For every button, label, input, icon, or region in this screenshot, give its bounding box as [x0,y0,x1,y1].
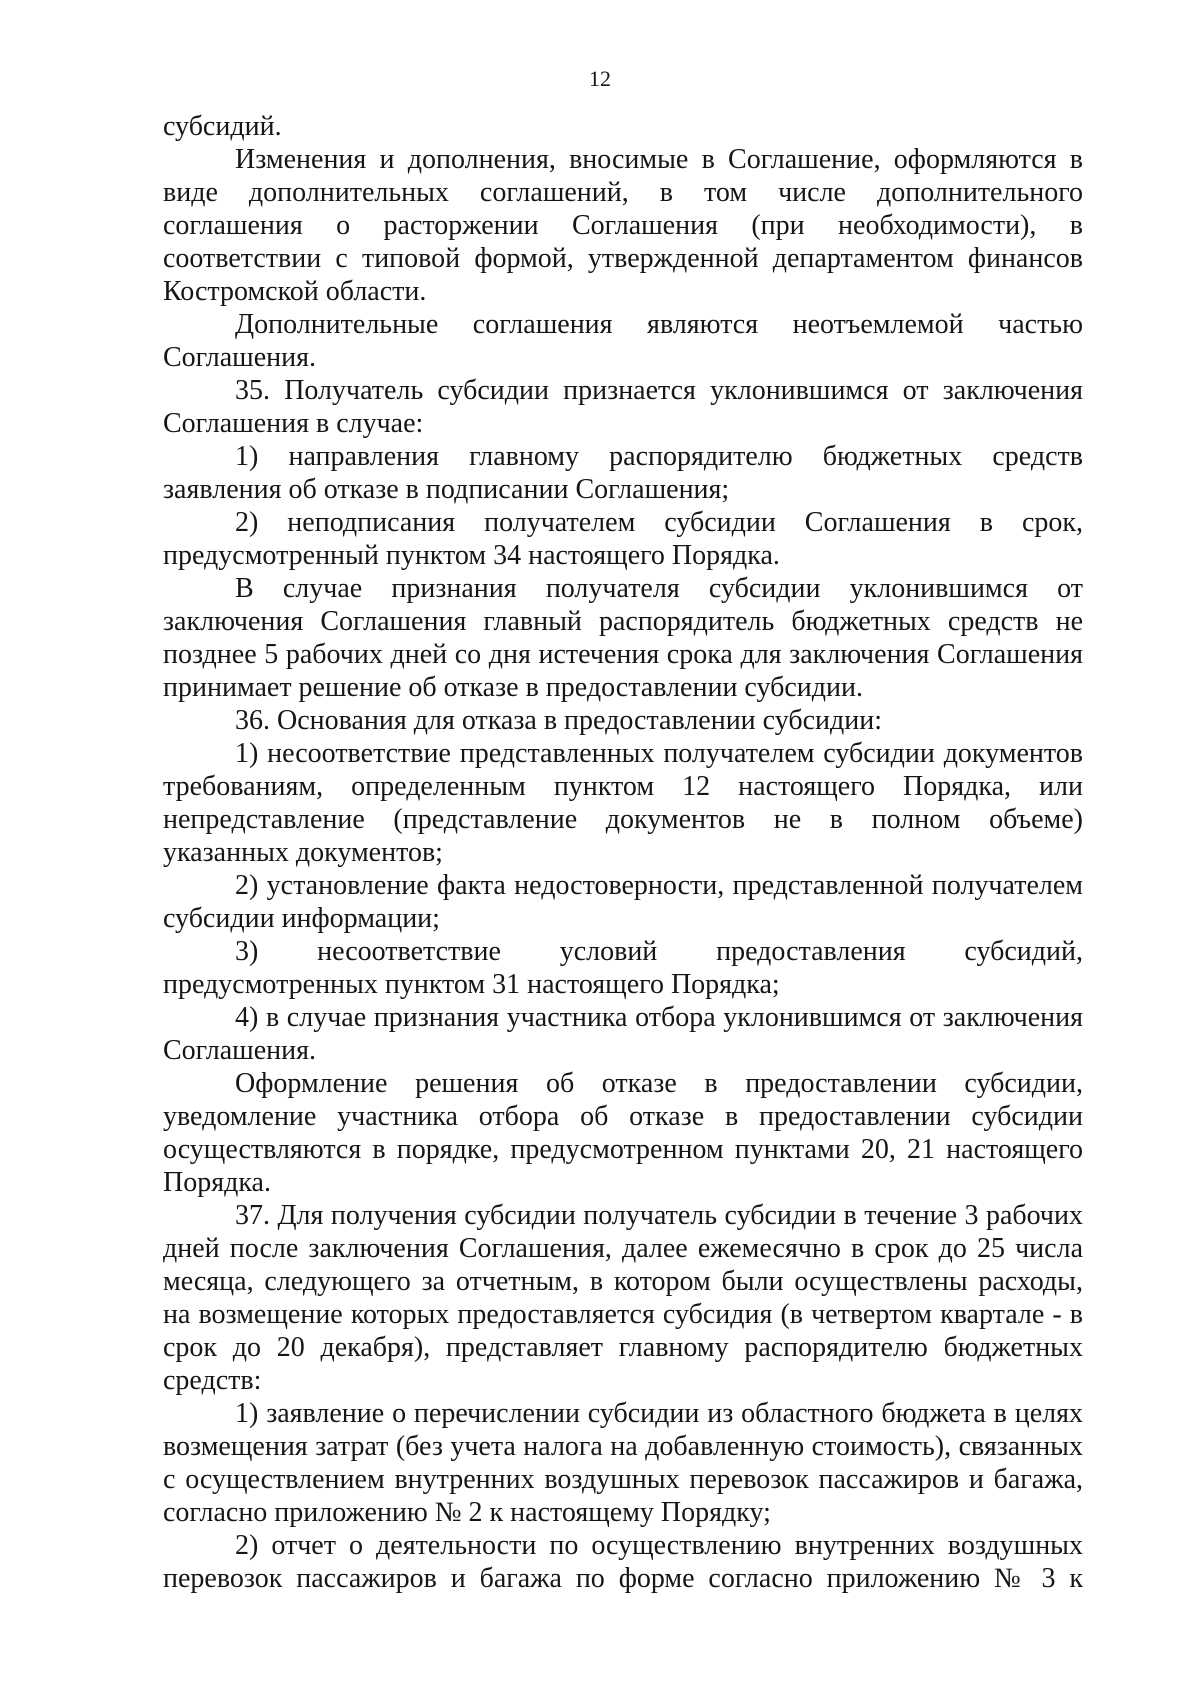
paragraph: 1) направления главному распорядителю бюджетных средств заявления об отказе в подписании Соглашения; [163,441,1083,505]
paragraph: субсидий. [163,111,282,142]
paragraph: 35. Получатель субсидии признается уклонившимся от заключения Соглашения в случае: [163,375,1083,439]
paragraph: 36. Основания для отказа в предоставлении субсидии: [235,705,883,736]
paragraph: 2) неподписания получателем субсидии Соглашения в срок, предусмотренный пунктом 34 настоящего Порядка. [163,507,1083,571]
paragraph: В случае признания получателя субсидии уклонившимся от заключения Соглашения главный распорядитель бюджетных средств не позднее 5 рабочих дней со дня истечения срока для заключения Соглашения принимает решение об отказе в предоставлении субсидии. [163,573,1083,703]
paragraph: 2) установление факта недостоверности, представленной получателем субсидии информации; [163,870,1083,934]
page-number: 12 [589,66,611,91]
paragraph: 3) несоответствие условий предоставления субсидий, предусмотренных пунктом 31 настоящего Порядка; [163,936,1083,1000]
paragraph: Изменения и дополнения, вносимые в Соглашение, оформляются в виде дополнительных соглашений, в том числе дополнительного соглашения о расторжении Соглашения (при необходимости), в соответствии с типовой формой, утвержденной департаментом финансов Костромской области. [163,144,1083,307]
paragraph: Дополнительные соглашения являются неотъемлемой частью Соглашения. [163,309,1083,373]
paragraph: 4) в случае признания участника отбора уклонившимся от заключения Соглашения. [163,1002,1083,1066]
paragraph: 1) несоответствие представленных получателем субсидии документов требованиям, определенным пунктом 12 настоящего Порядка, или непредставление (представление документов не в полном объеме) указанных документов; [163,738,1083,868]
paragraph-continued: 2) отчет о деятельности по осуществлению внутренних воздушных перевозок пассажиров и багажа по форме согласно приложению № 3 к [163,1530,1083,1594]
paragraph: 1) заявление о перечислении субсидии из областного бюджета в целях возмещения затрат (без учета налога на добавленную стоимость), связанных с осуществлением внутренних воздушных перевозок пассажиров и багажа, согласно приложению № 2 к настоящему Порядку; [163,1398,1083,1528]
document-body [163,110,1083,1595]
paragraph: 37. Для получения субсидии получатель субсидии в течение 3 рабочих дней после заключения Соглашения, далее ежемесячно в срок до 25 числа месяца, следующего за отчетным, в котором были осуществлены расходы, на возмещение которых предоставляется субсидия (в четвертом квартале - в срок до 20 декабря), представляет главному распорядителю бюджетных средств: [163,1200,1083,1396]
paragraph: Оформление решения об отказе в предоставлении субсидии, уведомление участника отбора об отказе в предоставлении субсидии осуществляются в порядке, предусмотренном пунктами 20, 21 настоящего Порядка. [163,1068,1083,1198]
